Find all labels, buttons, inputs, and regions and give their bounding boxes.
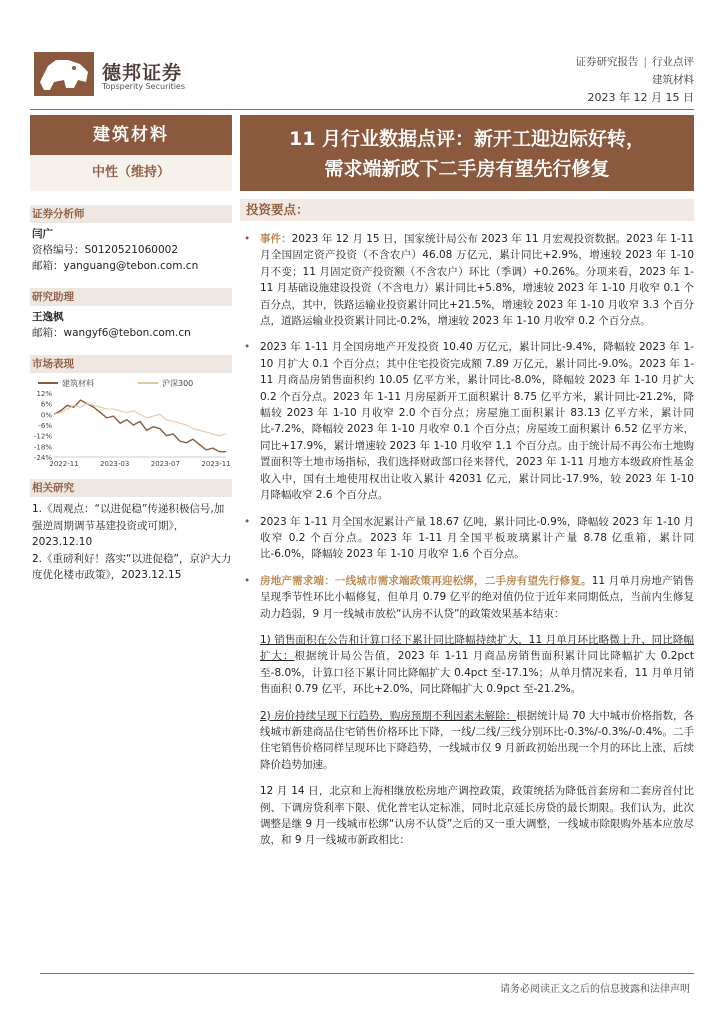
company-logo [34,52,194,96]
real-estate-text: 2023 年 1-11 月全国房地产开发投资 10.40 万亿元，累计同比-9.4%，降幅较 2023 年 1-10 月扩大 0.1 个百分点；其中住宅投资完成额 7.89 万亿元，累计同比-9.0%。2023 年 1-11 月商品房销售面积约 10.05 亿平方米，累计同比-8.0%，降幅较 2023 年 1-10 月扩大 0.2 个百分点。2023 年 1-11 月房屋新开工面积累计 8.75 亿平方米，累计同比-21.2%，降幅较 2023 年 1-10 月收窄 2.0 个百分点；房屋施工面积累计 83.13 亿平方米，累计同比-7.2%，降幅较 2023 年 1-10 月收窄 0.1 个百分点；房屋竣工面积累计 6.52 亿平方米，同比+17.9%，累计增速较 2023 年 1-10 月收窄 1.1 个百分点。由于统计局不再公布土地购置面积等土地市场指标，我们选择财政部口径来替代，2023 年 1-11 月地方本级政府性基金收入中，国有土地使用权出让收入累计 42031 亿元，累计同比-17.9%，较 2023 年 1-10 月降幅收窄 2.6 个百分点。 [260,341,694,502]
bullet-icon: • [244,341,251,354]
sidebar [30,115,232,584]
related-item-2[interactable]: 2.《重磅利好！落实“以进促稳”，京沪大力度优化楼市政策》，2023.12.15 [32,552,232,581]
market-chart-svg [30,377,232,469]
y-tick-label: -18% [33,443,52,452]
footer-disclaimer[interactable]: 请务必阅读正文之后的信息披露和法律声明 [500,984,690,995]
assistant-heading: 研究助理 [30,288,232,306]
sub-point-2-text: 根据统计局 70 大中城市价格指数，各线城市新建商品住宅销售价格环比下降，一线/二线/三线分别环比-0.3%/-0.3%/-0.4%。二手住宅销售价格同样呈现环比下降趋势，一线城市仅 9 月新政初始出现一个月的环比上涨，后续降价趋势加速。 [260,709,694,771]
x-tick-label: 2023-03 [100,460,130,468]
analyst-email[interactable]: 邮箱：yanguang@tebon.com.cn [32,260,199,272]
paragraph-cement-glass [240,514,694,563]
report-title [240,115,694,191]
assistant-name: 王逸枫 [32,311,64,323]
event-lead: 事件： [260,233,292,245]
sub-point-3 [240,783,694,849]
cement-glass-text: 2023 年 1-11 月全国水泥累计产量 18.67 亿吨，累计同比-0.9%，降幅较 2023 年 1-10 月收窄 0.2 个百分点。2023 年 1-11 月全国平板玻璃累计产量 8.78 亿重箱，累计同比-6.0%，降幅较 2023 年 1-10 月收窄 1.6 个百分点。 [260,515,694,561]
company-name-en: Topsperity Securities [102,82,186,91]
report-industry: 建筑材料 [652,74,694,86]
y-tick-label: 6% [40,400,52,409]
analyst-cert: 资格编号：S0120521060002 [32,244,179,256]
y-tick-label: -24% [33,454,52,462]
title-line-1: 11 月行业数据点评：新开工迎边际好转， [288,128,646,150]
y-tick-label: -6% [38,422,52,430]
y-tick-label: 12% [36,390,52,398]
related-item-1[interactable]: 1.《周观点：“以进促稳”传递积极信号,加强逆周期调节基建投资或可期》，2023.12.10 [32,503,225,548]
sector-title: 建筑材料 [30,115,232,155]
sub-point-3-text: 12 月 14 日，北京和上海相继放松房地产调控政策，政策统括为降低首套房和二套房首付比例、下调房贷利率下限、优化普宅认定标准，同时北京延长房贷的最长期限。我们认为，此次调整是继 9 月一线城市松绑“认房不认贷”之后的又一重大调整，一线城市除限购外基本应放尽放，和 9 月一线城市新政相比： [260,785,694,847]
analyst-name: 闫广 [32,228,53,240]
report-subtype: 行业点评 [652,56,694,68]
header-divider [30,109,694,110]
footer-divider [40,973,694,974]
report-date: 2023 年 12 月 15 日 [587,91,694,104]
rating: 中性（维持） [30,155,232,191]
x-tick-label: 2022-11 [49,460,79,468]
sub-point-2-heading: 2) 房价持续呈现下行趋势，购房预期不利因素未解除： [260,709,517,722]
y-tick-label: -12% [33,432,52,441]
x-tick-label: 2023-07 [150,460,180,468]
report-meta: 证券研究报告 | 行业点评 建筑材料 2023 年 12 月 15 日 [575,53,694,107]
bullet-icon: • [244,233,251,245]
bullet-icon: • [244,515,251,528]
report-type: 证券研究报告 [575,56,639,68]
main-content [240,115,694,849]
related-heading: 相关研究 [30,479,232,497]
sub-point-1 [240,632,694,698]
paragraph-event [240,231,694,329]
x-tick-label: 2023-11 [201,460,231,468]
analyst-heading: 证券分析师 [30,205,232,223]
company-name-cn: 德邦证券 [102,62,183,84]
event-text: 2023 年 12 月 15 日，国家统计局公布 2023 年 11 月宏观投资数据。2023 年 1-11 月全国固定资产投资（不含农户）46.08 万亿元，累计同比+2.9%，增速较 2023 年 1-10 月不变；11 月固定资产投资额（不含农户）环比（季调）+0.26%。分项来看，2023 年 1-11 月基础设施建设投资（不含电力）累计同比+5.8%，增速较 2023 年 1-10 月收窄 0.1 个百分点，其中，铁路运输业投资累计同比+21.5%，增速较 2023 年 1-10 月收窄 3.3 个百分点，道路运输业投资累计同比-0.2%，增速较 2023 年 1-10 月收窄 0.2 个百分点。 [260,233,695,328]
assistant-email[interactable]: 邮箱：wangyf6@tebon.com.cn [32,327,191,339]
bull-logo-icon [34,52,94,96]
sub-point-1-text: 根据统计局公告值，2023 年 1-11 月商品房销售面积累计同比降幅扩大 0.2pct 至-8.0%，计算口径下累计同比降幅扩大 0.4pct 至-17.1%；从单月情况来看，11 月单月销售面积 0.79 亿平，环比+2.0%，同比降幅扩大 0.9pct 至-21.2%。 [260,650,695,696]
market-heading: 市场表现 [30,355,232,373]
legend-label: 建筑材料 [62,379,94,388]
sub-point-2 [240,708,694,774]
series-line-building-materials [54,400,226,452]
legend-label: 沪深300 [162,379,194,388]
title-line-2: 需求端新政下二手房有望先行修复 [324,158,610,180]
sub-point-1-heading: 1) 销售面积在公告和计算口径下累计同比降幅持续扩大，11 月单月环比略微上升、同比降幅扩大： [260,633,694,663]
demand-lead: 房地产需求端：一线城市需求端政策再迎松绑，二手房有望先行修复。 [260,574,592,587]
y-tick-label: 0% [40,411,52,420]
related-list [30,501,232,584]
invest-heading: 投资要点： [240,199,694,221]
paragraph-demand [240,573,694,622]
bullet-icon: • [244,574,251,587]
paragraph-real-estate [240,339,694,503]
demand-text: 11 月单月房地产销售呈现季节性环比小幅修复，但单月 0.79 亿平的绝对值仍位于近年来同期低点，当前内生修复动力趋弱，9 月一线城市放松“认房不认贷”的政策效果基本结束： [260,574,695,620]
market-chart [30,377,232,469]
series-line-csi300 [54,404,226,436]
